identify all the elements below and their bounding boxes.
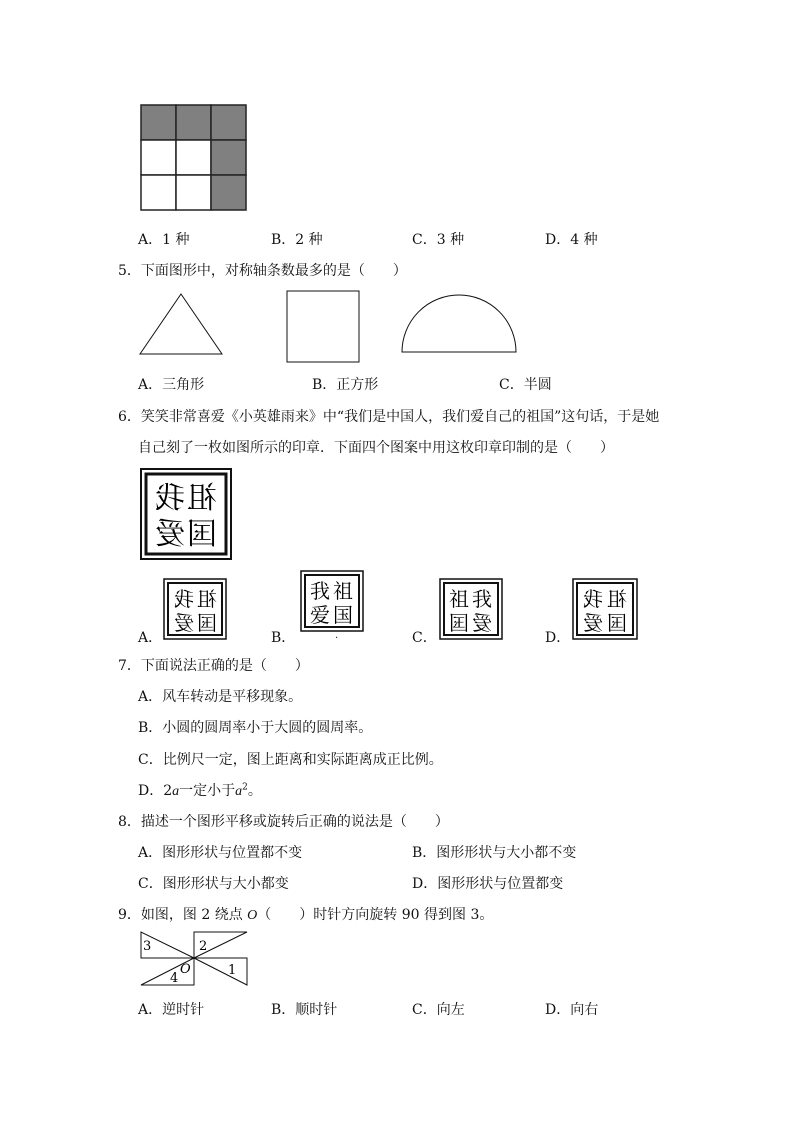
- seal-stamp-main: [140, 468, 232, 560]
- seal-option-d[interactable]: [572, 578, 638, 640]
- svg-text:爱: 爱: [583, 611, 603, 635]
- seal-option-a[interactable]: [163, 578, 227, 640]
- q6-option-c-label[interactable]: C．: [412, 630, 437, 646]
- q7-option-a[interactable]: A．风车转动是平移现象。: [138, 689, 303, 705]
- q5-option-b[interactable]: B．正方形: [312, 377, 379, 393]
- q6-option-a-label[interactable]: A．: [138, 630, 163, 646]
- square-figure: [286, 290, 362, 364]
- shaded-grid-figure: [140, 104, 248, 212]
- svg-text:国: 国: [607, 611, 627, 635]
- q8-option-d[interactable]: D．图形形状与位置都变: [412, 876, 564, 892]
- q7-stem: 7．下面说法正确的是（ ）: [118, 658, 309, 674]
- seal-main-char-4: 爱: [155, 517, 185, 552]
- seal-option-c[interactable]: [439, 578, 503, 640]
- grid-cell-blank: [141, 175, 176, 210]
- pinwheel-label-o: O: [180, 962, 191, 977]
- q6-option-b-dot: .: [335, 630, 339, 641]
- pinwheel-label-4: 4: [170, 971, 179, 986]
- q5-stem: 5．下面图形中，对称轴条数最多的是（ ）: [118, 263, 407, 279]
- svg-text:我: 我: [174, 587, 194, 611]
- q6-option-b-label[interactable]: B．: [271, 630, 296, 646]
- q4-option-a[interactable]: A．1 种: [138, 232, 190, 248]
- svg-text:祖: 祖: [197, 587, 217, 611]
- seal-option-b[interactable]: [300, 570, 364, 632]
- q6-stem-line1: 6．笑笑非常喜爱《小英雄雨来》中“我们是中国人，我们爱自己的祖国”这句话，于是她: [118, 409, 660, 425]
- grid-cell-blank: [176, 140, 211, 175]
- svg-text:爱: 爱: [472, 611, 492, 635]
- svg-text:祖: 祖: [449, 587, 469, 611]
- semicircle-figure: [400, 292, 518, 354]
- pinwheel-figure: [139, 930, 251, 988]
- svg-text:我: 我: [310, 579, 330, 603]
- grid-cell-shaded: [211, 140, 246, 175]
- svg-text:我: 我: [472, 587, 492, 611]
- q8-stem: 8．描述一个图形平移或旋转后正确的说法是（ ）: [118, 814, 449, 830]
- q8-option-c[interactable]: C．图形形状与大小都变: [138, 876, 289, 892]
- q4-option-d[interactable]: D．4 种: [545, 232, 598, 248]
- q9-option-c[interactable]: C．向左: [412, 1002, 465, 1018]
- q5-option-a[interactable]: A．三角形: [138, 377, 205, 393]
- grid-cell-shaded: [176, 105, 211, 140]
- q8-option-b[interactable]: B．图形形状与大小都不变: [412, 845, 577, 861]
- grid-cell-shaded: [141, 105, 176, 140]
- q9-stem: 9．如图，图 2 绕点 O（ ）时针方向旋转 90 得到图 3。: [118, 907, 494, 923]
- svg-text:国: 国: [333, 603, 353, 627]
- grid-cell-blank: [176, 175, 211, 210]
- q7-option-d[interactable]: D．2a一定小于$a^2$。: [138, 782, 262, 799]
- q9-option-b[interactable]: B．顺时针: [271, 1002, 338, 1018]
- q4-option-b[interactable]: B．2 种: [271, 232, 323, 248]
- svg-text:爱: 爱: [310, 603, 330, 627]
- svg-text:国: 国: [449, 611, 469, 635]
- q8-option-a[interactable]: A．图形形状与位置都不变: [138, 845, 303, 861]
- seal-main-char-1: 祖: [187, 481, 217, 516]
- pinwheel-label-2: 2: [199, 939, 208, 954]
- q6-option-d-label[interactable]: D．: [545, 630, 571, 646]
- q5-option-c[interactable]: C．半圆: [499, 377, 552, 393]
- seal-main-char-3: 国: [187, 517, 217, 552]
- q6-stem-line2: 自己刻了一枚如图所示的印章．下面四个图案中用这枚印章印制的是（ ）: [138, 440, 614, 456]
- grid-cell-shaded: [211, 105, 246, 140]
- svg-text:祖: 祖: [333, 579, 353, 603]
- svg-text:我: 我: [583, 587, 603, 611]
- grid-cell-shaded: [211, 175, 246, 210]
- seal-main-char-2: 我: [155, 481, 185, 516]
- q9-option-a[interactable]: A．逆时针: [138, 1002, 205, 1018]
- svg-text:国: 国: [197, 611, 217, 635]
- q7-option-b[interactable]: B．小圆的圆周率小于大圆的圆周率。: [138, 720, 373, 736]
- q4-option-c[interactable]: C．3 种: [412, 232, 465, 248]
- grid-cell-blank: [141, 140, 176, 175]
- svg-text:爱: 爱: [174, 611, 194, 635]
- pinwheel-label-3: 3: [143, 939, 152, 954]
- q9-option-d[interactable]: D．向右: [545, 1002, 599, 1018]
- svg-text:祖: 祖: [607, 587, 627, 611]
- pinwheel-label-1: 1: [228, 963, 237, 978]
- triangle-figure: [138, 292, 224, 356]
- q7-option-c[interactable]: C．比例尺一定，图上距离和实际距离成正比例。: [138, 752, 443, 768]
